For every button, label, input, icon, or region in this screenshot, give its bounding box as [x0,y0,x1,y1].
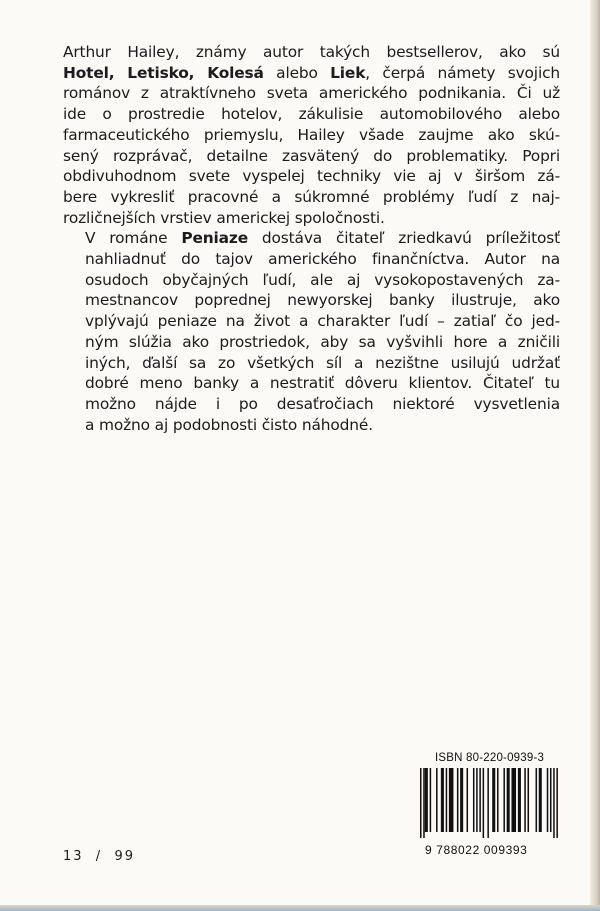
barcode-bar [553,768,555,838]
blurb-line [63,270,560,291]
print-code: 13 / 99 [63,849,135,864]
barcode-bar [441,768,444,832]
barcode-bar [507,768,510,832]
blurb-line [63,332,560,353]
text-run: nahliadnuť do tajov amerického finančníctva. Autor na [85,250,560,269]
blurb-paragraph-1 [63,42,560,228]
barcode-bar [483,768,485,838]
barcode-bar [449,768,454,832]
barcode-bar [497,768,499,832]
text-run: farmaceutického priemyslu, Hailey všade zaujme ako skú- [63,125,560,144]
blurb-line [63,394,560,415]
text-run: obdivuhodnom svete vyspelej techniky vie aj v širšom zá- [63,167,560,186]
text-run: vplývajú peniaze na život a charakter ľudí – zatiaľ čo jed- [85,312,560,331]
barcode-bar [479,768,481,832]
barcode-bar [476,768,478,832]
blurb-line [63,373,560,394]
text-run: , čerpá námety svojich [365,63,560,82]
barcode-bar [436,768,438,832]
blurb-line [63,146,560,167]
text-run: dobré meno banky a nestratiť dôveru klientov. Čitateľ tu [85,374,560,393]
barcode-bar [518,768,521,832]
barcode-digits: 9 788022 009393 [425,843,528,857]
text-run: iných, ďalší sa zo všetkých síl a nezištne usilujú udržať [85,353,560,372]
blurb-line [63,83,560,104]
barcode-bar [511,768,516,832]
text-run: ide o prostredie hotelov, zákulisie automobilového alebo [63,105,560,124]
text-run: románov z atraktívneho sveta amerického podnikania. Či už [63,84,560,103]
blurb-line [63,415,560,436]
barcode-bar [460,768,463,832]
text-run: dostáva čitateľ zriedkavú príležitosť [248,229,561,248]
isbn-label: ISBN 80-220-0939-3 [435,752,545,764]
text-run: osudoch obyčajných ľudí, ale aj vysokopostavených za- [85,270,560,289]
barcode [420,768,558,838]
text-run: alebo [263,63,331,82]
barcode-bar [556,768,558,838]
barcode-bar [430,768,432,832]
text-run: bere vykresliť pracovné a súkromné problémy ľudí z naj- [63,187,560,206]
barcode-bar [423,768,425,838]
book-title: Peniaze [181,229,249,248]
blurb-line [63,353,560,374]
text-run: Arthur Hailey, známy autor takých bestsellerov, ako sú [63,43,560,61]
text-run: mestnancov poprednej newyorskej banky ilustruje, ako [85,291,560,310]
barcode-bar [457,768,459,832]
blurb-line [63,104,560,125]
barcode-bar [473,768,475,832]
barcode-bar [487,768,489,838]
text-run: ným slúžia ako prostriedok, aby sa vyšvihli hore a zničili [85,332,560,351]
barcode-bar [539,768,542,832]
blurb-line [63,42,560,63]
blurb-line [63,125,560,146]
blurb-line [63,208,560,229]
blurb-paragraph-2 [63,228,560,435]
book-title: Hotel, Letisko, Kolesá [63,63,264,82]
blurb-line [63,166,560,187]
blurb-line [63,187,560,208]
blurb-line [63,311,560,332]
barcode-bar [446,768,448,832]
barcode-bar [536,768,538,832]
barcode-bar [420,768,422,838]
cover-edge-right [590,0,600,911]
barcode-bar [425,768,428,832]
text-run: možno nájde i po desaťročiach niektoré vysvetlenia [85,394,560,413]
text-run: sený rozprávač, detailne zasvätený do problematiky. Popri [63,146,560,165]
cover-edge-bottom [0,905,600,911]
barcode-bar [503,768,505,832]
barcode-bar [547,768,549,832]
barcode-bar [524,768,526,832]
book-title: Liek [330,63,366,82]
blurb-line [63,228,560,249]
barcode-bar [528,768,530,832]
text-run: rozličnejších vrstiev americkej spoločnosti. [63,208,385,227]
blurb-line [63,63,560,84]
blurb-line [63,249,560,270]
text-run: a možno aj podobnosti čisto náhodné. [85,415,373,434]
barcode-bar [550,768,552,832]
barcode-bar [467,768,469,832]
blurb-text [63,42,560,435]
blurb-line [63,290,560,311]
text-run: V románe [85,229,182,248]
barcode-bar [492,768,495,832]
